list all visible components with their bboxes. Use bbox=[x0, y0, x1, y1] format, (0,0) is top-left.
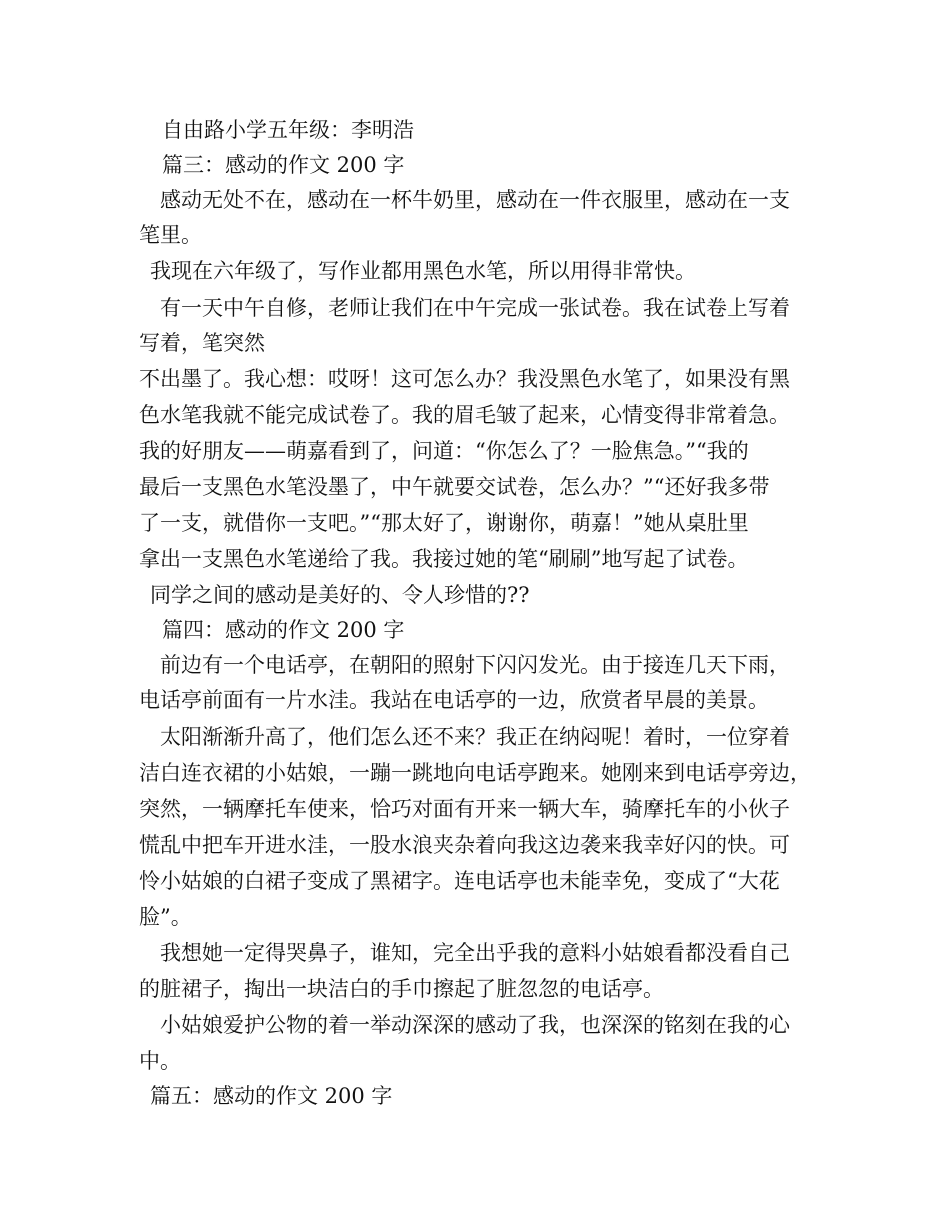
paragraph-line: 最后一支黑色水笔没墨了，中午就要交试卷，怎么办？”“还好我多带 bbox=[139, 475, 770, 499]
paragraph-line: 我想她一定得哭鼻子，谁知，完全出乎我的意料小姑娘看都没看自己 bbox=[160, 941, 790, 965]
paragraph-line: 中。 bbox=[139, 1049, 181, 1073]
paragraph-line: 怜小姑娘的白裙子变成了黑裙字。连电话亭也未能幸免，变成了“大花 bbox=[139, 869, 780, 893]
paragraph-line: 同学之间的感动是美好的、令人珍惜的?? bbox=[150, 583, 530, 607]
paragraph-line: 前边有一个电话亭，在朝阳的照射下闪闪发光。由于接连几天下雨， bbox=[160, 653, 790, 677]
paragraph-line: 了一支，就借你一支吧。”“那太好了，谢谢你，萌嘉！”她从桌肚里 bbox=[139, 511, 749, 535]
paragraph-line: 洁白连衣裙的小姑娘，一蹦一跳地向电话亭跑来。她刚来到电话亭旁边， bbox=[139, 761, 811, 785]
paragraph-line: 慌乱中把车开进水洼，一股水浪夹杂着向我这边袭来我幸好闪的快。可 bbox=[139, 833, 790, 857]
paragraph-line: 小姑娘爱护公物的着一举动深深的感动了我，也深深的铭刻在我的心 bbox=[160, 1013, 790, 1037]
paragraph-line: 突然，一辆摩托车使来，恰巧对面有开来一辆大车，骑摩托车的小伙子 bbox=[139, 797, 790, 821]
author-line: 自由路小学五年级：李明浩 bbox=[162, 118, 414, 142]
paragraph-line: 色水笔我就不能完成试卷了。我的眉毛皱了起来，心情变得非常着急。 bbox=[139, 403, 790, 427]
paragraph-line: 有一天中午自修，老师让我们在中午完成一张试卷。我在试卷上写着 bbox=[160, 296, 790, 320]
paragraph-line: 拿出一支黑色水笔递给了我。我接过她的笔“刷刷”地写起了试卷。 bbox=[139, 547, 749, 571]
paragraph-line: 电话亭前面有一片水洼。我站在电话亭的一边，欣赏者早晨的美景。 bbox=[139, 688, 769, 712]
paragraph-line: 脸”。 bbox=[139, 905, 192, 929]
paragraph-line: 不出墨了。我心想：哎呀！这可怎么办？我没黑色水笔了，如果没有黑 bbox=[139, 367, 790, 391]
paragraph-line: 的脏裙子，掏出一块洁白的手巾擦起了脏忽忽的电话亭。 bbox=[139, 977, 664, 1001]
paragraph-line: 写着，笔突然 bbox=[139, 331, 265, 355]
section-heading-4: 篇四：感动的作文 200 字 bbox=[162, 618, 405, 642]
paragraph-line: 我现在六年级了，写作业都用黑色水笔，所以用得非常快。 bbox=[150, 259, 696, 283]
section-heading-3: 篇三：感动的作文 200 字 bbox=[162, 153, 405, 177]
paragraph-line: 笔里。 bbox=[139, 223, 202, 247]
section-heading-5: 篇五：感动的作文 200 字 bbox=[150, 1084, 393, 1108]
paragraph-line: 太阳渐渐升高了，他们怎么还不来？我正在纳闷呢！着时，一位穿着 bbox=[160, 725, 790, 749]
paragraph-line: 感动无处不在，感动在一杯牛奶里，感动在一件衣服里，感动在一支 bbox=[160, 188, 790, 212]
paragraph-line: 我的好朋友——萌嘉看到了，问道：“你怎么了？一脸焦急。”“我的 bbox=[139, 439, 749, 463]
